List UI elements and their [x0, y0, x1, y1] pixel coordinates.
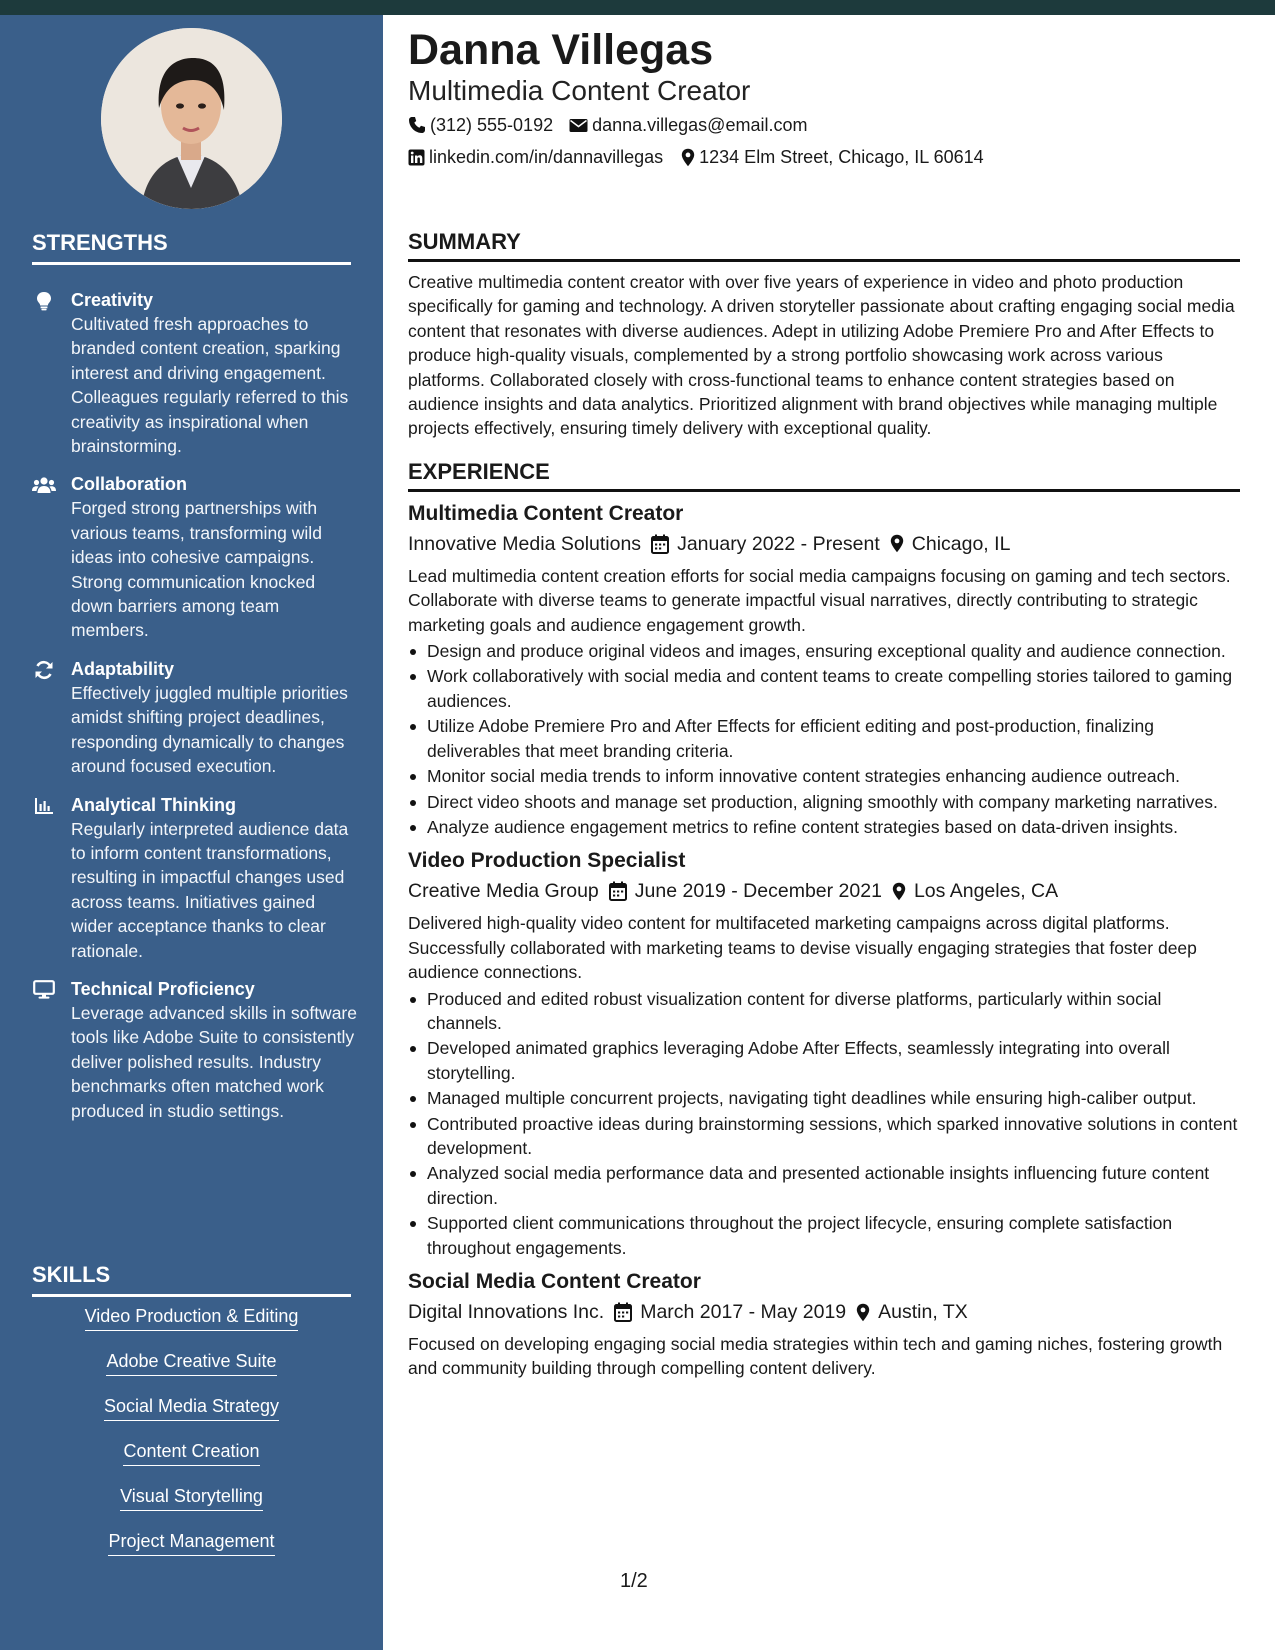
main-content [408, 15, 1240, 1381]
bullet-item: Developed animated graphics leveraging Adobe After Effects, seamlessly integrating into overall storytelling. [408, 1036, 1240, 1085]
strength-description: Regularly interpreted audience data to inform content transformations, resulting in impactful changes used across teams. Initiatives gained wider acceptance thanks to clear rationale. [71, 818, 349, 961]
address-text: 1234 Elm Street, Chicago, IL 60614 [699, 147, 984, 167]
job-meta [408, 530, 1240, 558]
sync-icon [32, 660, 56, 680]
strength-title: Technical Proficiency [71, 978, 255, 999]
job-entry [408, 847, 1240, 1260]
job-meta [408, 1298, 1240, 1326]
lightbulb-icon [32, 291, 56, 311]
map-marker-icon [892, 882, 906, 901]
summary-text: Creative multimedia content creator with over five years of experience in video and photo production specifically for gaming and technology. A driven storyteller passionate about crafting engaging social media content that resonates with diverse audiences. Adept in utilizing Adobe Premiere Pro and After Effects to produce high-quality visuals, complemented by a strong portfolio showcasing work across various platforms. Collaborated closely with cross-functional teams to enhance content strategies based on audience insights and data analytics. Prioritized alignment with brand objectives while managing multiple projects effectively, ensuring timely delivery with exceptional quality. [408, 272, 1235, 439]
strengths-heading: STRENGTHS [32, 230, 351, 265]
calendar-icon [609, 881, 627, 901]
job-title: Video Production Specialist [408, 849, 686, 873]
job-title: Social Media Content Creator [408, 1270, 701, 1293]
calendar-icon [651, 534, 669, 554]
job-bullets [408, 639, 1240, 839]
contact-row-2 [408, 145, 1240, 169]
bullet-item: Direct video shoots and manage set production, aligning smoothly with company marketing narratives. [408, 790, 1240, 814]
candidate-title: Multimedia Content Creator [408, 75, 751, 106]
bullet-item: Design and produce original videos and images, ensuring exceptional quality and audience connection. [408, 639, 1240, 663]
job-dates: June 2019 - December 2021 [634, 880, 882, 903]
bullet-item: Contributed proactive ideas during brainstorming sessions, which sparked innovative solutions in content development. [408, 1112, 1240, 1161]
strengths-list [32, 288, 357, 1137]
experience-heading: EXPERIENCE [408, 459, 1240, 492]
sidebar [0, 15, 383, 1650]
profile-photo [101, 28, 282, 209]
bullet-item: Produced and edited robust visualization content for diverse platforms, particularly within social channels. [408, 987, 1240, 1036]
bullet-item: Analyzed social media performance data and presented actionable insights influencing future content direction. [408, 1161, 1240, 1210]
strength-item [32, 793, 357, 963]
map-marker-icon [681, 148, 695, 167]
summary-section [408, 229, 1240, 441]
email-contact [569, 113, 807, 137]
job-location: Los Angeles, CA [913, 880, 1059, 903]
top-accent-bar [0, 0, 1275, 15]
job-meta [408, 877, 1240, 905]
page-number: 1/2 [620, 1570, 648, 1592]
strength-item [32, 288, 357, 458]
linkedin-url: linkedin.com/in/dannavillegas [429, 147, 664, 167]
envelope-icon [569, 118, 588, 133]
contact-row [408, 113, 1240, 137]
job-dates: March 2017 - May 2019 [640, 1301, 847, 1323]
bullet-item: Work collaboratively with social media and content teams to create compelling stories tailored to gaming audiences. [408, 664, 1240, 713]
monitor-icon [32, 980, 56, 1000]
job-location: Austin, TX [878, 1301, 968, 1323]
strength-title: Collaboration [71, 474, 187, 495]
company-name: Innovative Media Solutions [408, 532, 642, 555]
map-marker-icon [856, 1303, 870, 1322]
strength-item [32, 472, 357, 642]
job-description: Lead multimedia content creation efforts for social media campaigns focusing on gaming and tech sectors. Collaborate with diverse teams to generate impactful visual narratives, directly contributing to strategic marketing goals and audience engagement growth. [408, 565, 1231, 635]
bullet-item: Supported client communications throughout the project lifecycle, ensuring complete satisfaction throughout engagements. [408, 1211, 1240, 1260]
strength-description: Leverage advanced skills in software tools like Adobe Suite to consistently deliver polished results. Industry benchmarks often matched work produced in studio settings. [71, 1002, 357, 1121]
strength-title: Creativity [71, 290, 154, 310]
strength-title: Adaptability [71, 658, 175, 679]
candidate-name: Danna Villegas [408, 26, 714, 74]
skills-heading: SKILLS [32, 1262, 351, 1297]
email-address: danna.villegas@email.com [592, 115, 808, 135]
strength-item [32, 977, 357, 1123]
bullet-item: Managed multiple concurrent projects, navigating tight deadlines while ensuring high-caliber output. [408, 1086, 1240, 1110]
skill-tag: Visual Storytelling [120, 1485, 263, 1511]
phone-number: (312) 555-0192 [430, 115, 554, 135]
calendar-icon [614, 1302, 632, 1322]
users-icon [32, 475, 56, 495]
strength-description: Cultivated fresh approaches to branded content creation, sparking interest and driving engagement. Colleagues regularly referred to this creativity as inspirational when brainstorming. [71, 314, 349, 457]
strength-title: Analytical Thinking [71, 794, 237, 815]
experience-section [408, 459, 1240, 1381]
job-title: Multimedia Content Creator [408, 501, 684, 525]
skill-tag: Adobe Creative Suite [106, 1350, 276, 1376]
summary-heading: SUMMARY [408, 229, 1240, 262]
job-dates: January 2022 - Present [677, 532, 880, 555]
linkedin-contact [408, 145, 663, 169]
strength-item [32, 657, 357, 779]
skill-tag: Project Management [108, 1530, 274, 1556]
bar-chart-icon [32, 796, 56, 816]
bullet-item: Utilize Adobe Premiere Pro and After Effects for efficient editing and post-production, finalizing deliverables that meet branding criteria. [408, 714, 1240, 763]
skill-tag: Content Creation [123, 1440, 259, 1466]
skill-tag: Video Production & Editing [85, 1305, 299, 1331]
job-location: Chicago, IL [911, 532, 1011, 555]
bullet-item: Analyze audience engagement metrics to refine content strategies based on data-driven insights. [408, 815, 1240, 839]
phone-contact [408, 113, 553, 137]
job-bullets [408, 987, 1240, 1260]
phone-icon [408, 116, 426, 134]
bullet-item: Monitor social media trends to inform innovative content strategies enhancing audience outreach. [408, 764, 1240, 788]
company-name: Creative Media Group [408, 880, 599, 903]
skill-tag: Social Media Strategy [104, 1395, 279, 1421]
address-contact [681, 145, 984, 169]
job-entry [408, 1268, 1240, 1381]
strength-description: Effectively juggled multiple priorities amidst shifting project deadlines, responding dynamically to changes around focused execution. [71, 682, 348, 777]
strength-description: Forged strong partnerships with various teams, transforming wild ideas into cohesive campaigns. Strong communication knocked down barriers among team members. [71, 498, 322, 641]
company-name: Digital Innovations Inc. [408, 1301, 605, 1323]
job-description: Focused on developing engaging social media strategies within tech and gaming niches, fostering growth and community building through compelling content delivery. [408, 1334, 1223, 1379]
skills-list [32, 1305, 351, 1575]
job-entry [408, 500, 1240, 839]
job-description: Delivered high-quality video content for multifaceted marketing campaigns across digital platforms. Successfully collaborated with marketing teams to devise visually engaging strategies that foster deep audience connections. [408, 913, 1197, 983]
linkedin-icon [408, 149, 425, 166]
map-marker-icon [890, 534, 904, 553]
